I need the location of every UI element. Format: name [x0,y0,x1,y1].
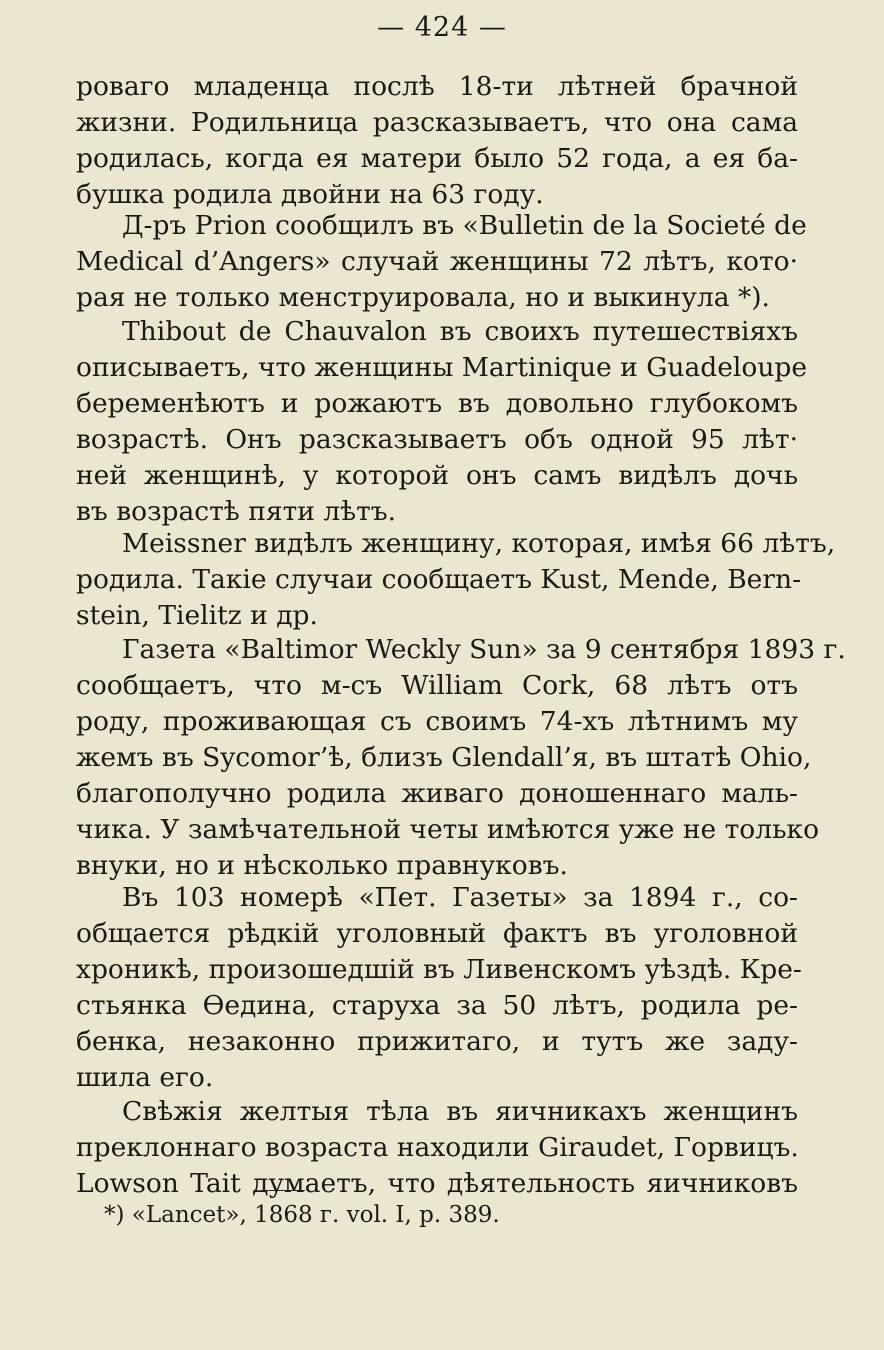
paragraph-start-line: Д-ръ Prion сообщилъ въ «Bulletin de la Societé de [122,210,807,241]
text-line: въ возрастѣ пяти лѣтъ. [76,496,397,527]
paragraph-start-line: Meissner видѣлъ женщину, которая, имѣя 66 лѣтъ, [122,528,836,559]
text-line: родилась, когда ея матери было 52 года, а ея ба- [76,143,798,174]
page-number: — 424 — [377,12,507,43]
footnote-divider [261,1190,305,1191]
text-line: описываетъ, что женщины Martinique и Guadeloupe [76,352,808,383]
text-line: шила его. [76,1062,214,1093]
text-line: хроникѣ, произошедшій въ Ливенскомъ уѣздѣ. Кре- [76,954,802,985]
text-line: жемъ въ Sycomor’ѣ, близъ Glendall’я, въ штатѣ Ohio, [76,742,812,773]
paragraph-start-line: Въ 103 номерѣ «Пет. Газеты» за 1894 г., со- [122,882,798,913]
text-line: преклоннаго возраста находили Giraudet, Горвицъ. [76,1132,799,1163]
text-line: общается рѣдкій уголовный фактъ въ уголовной [76,918,798,949]
text-line: родила. Такіе случаи сообщаетъ Kust, Mende, Bern- [76,564,802,595]
text-line: бушка родила двойни на 63 году. [76,179,544,210]
text-line: ней женщинѣ, у которой онъ самъ видѣлъ дочь [76,460,798,491]
text-line: роваго младенца послѣ 18-ти лѣтней брачной [76,71,798,102]
text-line: внуки, но и нѣсколько правнуковъ. [76,850,568,881]
text-line: stein, Tielitz и др. [76,600,318,631]
text-line: роду, проживающая съ своимъ 74-хъ лѣтнимъ му [76,706,798,737]
text-line: сообщаетъ, что м-съ William Cork, 68 лѣтъ отъ [76,670,798,701]
paragraph-start-line: Thibout de Chauvalon въ своихъ путешествіяхъ [122,316,798,347]
text-line: Lowson Tait думаетъ, что дѣятельность яичниковъ [76,1168,798,1199]
text-line: стьянка Ѳедина, старуха за 50 лѣтъ, родила ре- [76,990,798,1021]
footnote: *) «Lancet», 1868 г. vol. I, p. 389. [104,1202,500,1228]
text-line: жизни. Родильница разсказываетъ, что она сама [76,107,798,138]
text-line: чика. У замѣчательной четы имѣются уже не только [76,814,820,845]
text-line: Medical d’Angers» случай женщины 72 лѣтъ, кото· [76,246,798,277]
paragraph-start-line: Газета «Baltimor Weckly Sun» за 9 сентября 1893 г. [122,634,846,665]
text-line: беременѣютъ и рожаютъ въ довольно глубокомъ [76,388,798,419]
text-line: рая не только менструировала, но и выкинула *). [76,282,770,313]
text-line: благополучно родила живаго доношеннаго маль- [76,778,798,809]
paragraph-start-line: Свѣжія желтыя тѣла въ яичникахъ женщинъ [122,1096,798,1127]
text-line: бенка, незаконно прижитаго, и тутъ же заду- [76,1026,798,1057]
text-line: возрастѣ. Онъ разсказываетъ объ одной 95 лѣт· [76,424,798,455]
